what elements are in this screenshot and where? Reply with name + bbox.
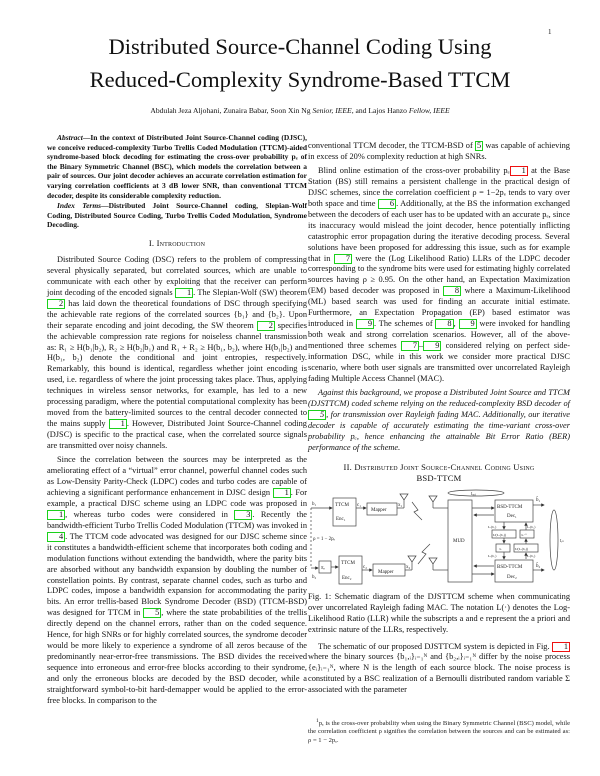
citation-link[interactable]: 3	[234, 510, 252, 520]
label-iin: Iᵢₙ	[560, 537, 564, 543]
citation-link[interactable]: 9	[459, 319, 477, 329]
label-enc1: Enc₁	[336, 516, 346, 522]
text-run: , for transmission over Rayleigh fading MAC. Additionally, our iterative decoder is capable of accurately estimating the time-variant cross-over probability pₑ, hence enhancing the attainable Bit Error Ratio (BER) performance of the scheme.	[308, 409, 570, 452]
text-run: Distributed Source Coding (DSC) refers to the problem of compressing several physically separated, but correlated sources, which are unable to communicate with each other by exploiting that the receiver can perform joint decoding of the encoded signals	[47, 254, 307, 297]
label-x1: x₁	[398, 502, 403, 508]
label-c2: c₂	[363, 564, 367, 570]
label-mapper-bottom: Mapper	[378, 569, 394, 575]
label-iout: Iₒᵤₜ	[471, 490, 476, 496]
section-heading-line-2: BSD-TTCM	[416, 472, 462, 483]
label-dec2: Dec₂	[507, 574, 517, 580]
text-run: has laid down the theoretical foundations of DSC through specifying the achievable rate regions of the correlated sources {b₁} and {b₂}. Upon their separate encoding and joint decoding, the SW theorem	[47, 298, 307, 330]
text-run: where the binary sources {b₁,ᵢ}ᵢ₌₁ᴺ and {b₂,ᵢ}ᵢ₌₁ᴺ differ by the noise process {eᵢ}ᵢ₌₁ᴺ, where N is the length of each source block. The noise process is constituted by a BSC realization of a Bernoulli distributed random variable Σ associated with the parameter	[308, 652, 570, 695]
text-run: , whereas turbo codes were considered in	[65, 509, 235, 519]
paper-title	[0, 30, 600, 96]
text-run: was capable of achieving in excess of 20% complexity reduction at high SNRs.	[308, 141, 570, 161]
text-run: . The Slepian-Wolf (SW) theorem	[193, 287, 307, 297]
text-run: . For example, a practical DJSC scheme using an LDPC code was proposed in	[47, 487, 307, 508]
label-ul-le-b1: U(Lₑ(b₁))	[493, 532, 507, 537]
text-run: –	[419, 341, 424, 351]
index-terms-label: Index Terms	[57, 201, 102, 211]
right-column	[308, 141, 570, 696]
label-b2: b₂	[312, 574, 317, 580]
text-run: where a Maximum-Likelihood (ML) based search was used for finding an accurate initial estimate. Furthermore, an Expectation Propagation (EP) based estimator was introduced in	[308, 286, 570, 329]
author-list	[0, 106, 600, 115]
citation-link[interactable]: 2	[257, 321, 275, 331]
text-run: conventional TTCM decoder, the TTCM-BSD of	[308, 141, 475, 150]
text-run: Against this background, we propose a Distributed Joint Source and TTCM (DJSTTCM) coded scheme relying on the reduced-complexity BSD decoder of	[308, 387, 570, 408]
citation-link[interactable]: 1	[175, 288, 193, 298]
citation-link[interactable]: 8	[443, 286, 461, 296]
text-run: considered relying on perfect side-information DSC, while in this work we consider more practical DJSC scenario, where both user signals are transmitted over uncorrelated Rayleigh fading Multiple Access Channel (MAC).	[308, 341, 570, 384]
citation-link[interactable]: 5	[308, 410, 326, 420]
label-ttcm-top: TTCM	[335, 502, 349, 508]
citation-link[interactable]: 5	[476, 141, 482, 150]
label-bsd-ttcm-top: BSD-TTCM	[497, 504, 523, 510]
text-run: specifies the achievable compression rate regions for noiseless channel transmission as: R₁ ≥ H(b₁|b₂), R₂ ≥ H(b₂|b₁) and R₁ + R₂ ≥ H(b₁, b₂), where H(b₁|b₂) and H(b₁, b₂) denote the conditional and joint entropies, respectively. Remarkably, this bound is identical, regardless whether joint encoding is used, i.e. regardless of where the joint processing takes place. Thus, applying techniques in wireless sensor networks, for example, has led to a new processing paradigm, where the potential computational complexity has been moved from the battery-limited sources to the central decoder connected to the mains supply	[47, 320, 308, 429]
footnote	[308, 717, 570, 745]
label-pi-inv: πₑ⁻¹	[521, 532, 527, 537]
citation-link[interactable]: 5	[143, 608, 161, 618]
text-run: The schematic of our proposed DJSTTCM system is depicted in Fig.	[318, 641, 552, 651]
intro-paragraph-2	[47, 455, 307, 707]
text-run: . The TTCM code advocated was designed for our DJSC scheme since it constitutes a bandwidth-efficient scheme that incorporates both coding and modulation functions without extending the bandwidth, where the parity bits are absorbed without any bandwidth expansion by doubling the number of constellation points. By contrast, separate channel codes, such as turbo and LDPC codes, impose a bandwidth expansion for accommodating the parity bits. An error trellis-based Block Syndrome Decoder (BSD) (TTCM-BSD) was designed for TTCM in	[47, 531, 307, 618]
title-line-1: Distributed Source-Channel Coding Using	[108, 34, 492, 59]
page-number: 1	[548, 28, 552, 36]
schematic-paragraph	[308, 642, 570, 697]
citation-link[interactable]: 1	[109, 419, 127, 429]
text-run: . The schemes of	[374, 319, 436, 329]
title-line-2: Reduced-Complexity Syndrome-Based TTCM	[89, 67, 511, 92]
citation-link[interactable]: 4	[47, 532, 65, 542]
citation-link[interactable]: 9	[423, 341, 441, 351]
citation-link[interactable]: 9	[356, 319, 374, 329]
label-ul-le-b2: U(Lₑ(b₂))	[515, 546, 529, 551]
citation-link[interactable]: 1	[273, 488, 291, 498]
label-la-b2: Lₐ(b₂)	[527, 524, 536, 529]
text-run: . Recently the bandwidth-efficient Turbo Trellis Coded Modulation (TTCM) was invoked in	[47, 509, 307, 530]
label-rho: ρ = 1 − 2pₑ	[313, 536, 335, 542]
schematic-diagram	[308, 488, 570, 588]
footnote-link[interactable]: 1	[510, 166, 528, 176]
citation-link[interactable]: 2	[47, 299, 65, 309]
label-pi-box: πₑ	[321, 565, 325, 571]
author-title-1: Senior, IEEE	[312, 106, 352, 115]
text-run: at the Base Station (BS) still remains a persistent challenge in the practical design of DJSC schemes, since the correlation coefficient ρ = 1−2pₑ tends to vary over both space and time	[308, 165, 570, 208]
label-c1: c₁	[357, 502, 361, 508]
citation-link[interactable]: 7	[334, 254, 352, 264]
section-heading-djsc	[308, 462, 570, 484]
label-b2-hat: b̂₂	[536, 563, 541, 569]
author-names-2: , and Lajos Hanzo	[351, 106, 409, 115]
citation-link[interactable]: 8	[435, 319, 453, 329]
abstract-label: Abstract	[57, 133, 83, 142]
footnote-text: pₑ is the cross-over probability when using the Binary Symmetric Channel (BSC) model, while the correlation coefficient ρ signifies the correlation between the sources and can be estimated as: ρ = 1 − 2pₑ.	[308, 720, 570, 744]
label-mud: MUD	[453, 538, 465, 544]
right-paragraph-2	[308, 166, 570, 385]
author-names-1: Abdulah Jeza Aljohani, Zunaira Babar, Soon Xin Ng	[150, 106, 313, 115]
section-heading-introduction: I. Introduction	[148, 237, 206, 248]
contribution-paragraph	[308, 388, 570, 454]
citation-link[interactable]: 6	[378, 199, 396, 209]
label-b1-hat: b̂₁	[536, 497, 541, 503]
label-ttcm-bottom: TTCM	[341, 560, 355, 566]
text-run: . However, Distributed Joint Source-Channel coding (DJSC) is specific to the practical case, when the correlated source signals are transmitted over noisy channels.	[47, 419, 307, 451]
figure-caption: Fig. 1: Schematic diagram of the DJSTTCM scheme when communicating over uncorrelated Rayleigh fading MAC. The notation L(·) denotes the Log-Likelihood Ratio (LLR) while the subscripts a and e represent the a priori and extrinsic nature of the LLRs, respectively.	[308, 591, 570, 634]
label-bsd-ttcm-bottom: BSD-TTCM	[497, 564, 523, 570]
left-column	[47, 133, 307, 707]
author-title-2: Fellow, IEEE	[408, 106, 450, 115]
footnote-mark: 1	[316, 718, 319, 724]
label-mapper-top: Mapper	[371, 507, 387, 513]
label-le-b1: Lₑ(b₁)	[488, 524, 497, 529]
text-run: , where the state probabilities of the trellis directly depend on the channel errors, rather than on the coded sequence. Hence, for high SNRs or for highly correlated sources, the syndrome decoder would be more likely to experience a syndrome of all zeros because of the predominantly near-error-free transmissions. The BSD divides the received sequence into erroneous and error-free blocks according to their syndrome, and only the erroneous blocks are decoded by the BSD decoder, while a straightforward symbol-to-bit hard-demapper would be applied to the error-free blocks. In comparison to the	[47, 608, 307, 706]
text-run: were the (Log Likelihood Ratio) LLRs of the LDPC decoder corresponding to the syndrome bits were used for estimating highly correlated sources having ρ ≥ 0.95. On the other hand, an Expectation Maximization (EM) based decoder was proposed in	[308, 253, 570, 296]
label-x2: x₂	[406, 564, 411, 570]
right-paragraph-1	[308, 141, 570, 163]
label-le-b2: Lₑ(b₂)	[527, 553, 536, 558]
abstract	[47, 133, 307, 200]
intro-paragraph-1	[47, 255, 307, 452]
figure-link[interactable]: 1	[552, 642, 570, 652]
citation-link[interactable]: 7	[401, 341, 419, 351]
label-dec1: Dec₁	[507, 513, 517, 519]
label-pi: πₑ	[499, 546, 502, 551]
index-terms	[47, 201, 307, 230]
abstract-text: —In the context of Distributed Joint Source-Channel coding (DJSC), we conceive reduced-complexity Turbo Trellis Coded Modulation (TTCM)-aided syndrome-based block decoding for estimating the cross-over probability pₑ of the Binary Symmetric Channel (BSC), which models the correlation between a pair of sources. Our joint decoder achieves an accurate correlation estimation for varying correlation coefficients at 3 dB lower SNR, than conventional TTCM decoder, despite its considerable complexity reduction.	[47, 133, 307, 200]
text-run: Blind online estimation of the cross-over probability pₑ	[318, 165, 510, 175]
section-heading-line-1: II. Distributed Joint Source-Channel Coding Using	[343, 461, 535, 472]
text-run: . Additionally, at the BS the information exchanged between the decoders of each user has to be updated with an accurate pₑ, since its inaccuracy would mislead the joint decoder, hence potentially inflicting catastrophic error propagation during the iterative decoding process. Several solutions have been proposed for addressing this issue, such as for example that in	[308, 198, 570, 263]
text-run: Since the correlation between the sources may be interpreted as the ameliorating effect of a “virtual” error channel, powerful channel codes such as Low-Density Parity-Check (LDPC) codes and turbo codes are capable of achieving a significant performance enhancement in DJSC design	[47, 455, 307, 497]
system-schematic-figure	[308, 488, 570, 588]
label-enc2: Enc₂	[342, 575, 352, 581]
label-la-b1: Lₐ(b₁)	[488, 553, 497, 558]
citation-link[interactable]: 1	[47, 510, 65, 520]
text-run: were invoked for handling both weak and strong correlation scenarios. However, all of the above-mentioned three schemes	[308, 319, 571, 351]
label-b1: b₁	[312, 501, 317, 507]
text-run: ,	[453, 319, 459, 329]
index-terms-text: —Distributed Joint Source-Channel coding, Slepian-Wolf Coding, Distributed Source Coding, Turbo Trellis Coded Modulation, Syndrome Decoding.	[47, 201, 308, 230]
